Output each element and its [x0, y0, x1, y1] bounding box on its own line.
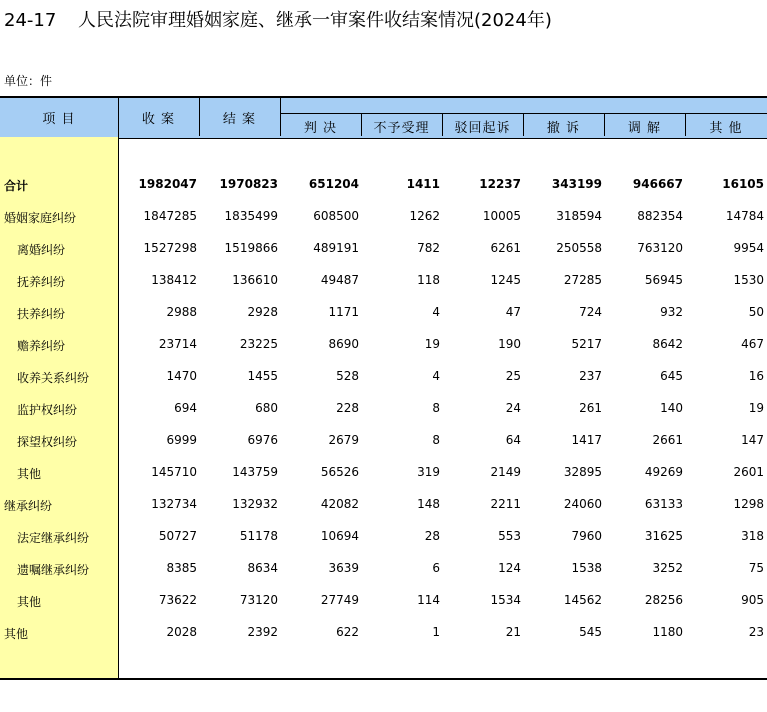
- table-cell: 9954: [733, 241, 764, 255]
- table-cell: 73120: [239, 593, 278, 607]
- table-cell: 24: [505, 401, 521, 415]
- header-closed: 结 案: [222, 112, 257, 127]
- table-cell: 124: [498, 561, 521, 575]
- table-cell: 1411: [406, 177, 440, 191]
- table-cell: 8642: [652, 337, 683, 351]
- header-mediation: 调 解: [627, 121, 662, 136]
- table-cell: 1470: [166, 369, 197, 383]
- row-label: 其他: [17, 595, 42, 609]
- page-title: [4, 6, 552, 32]
- row-label: 婚姻家庭纠纷: [4, 211, 77, 225]
- table-cell: 8385: [166, 561, 197, 575]
- table-cell: 28: [424, 529, 440, 543]
- table-cell: 145710: [151, 465, 197, 479]
- table-cell: 42082: [320, 497, 359, 511]
- header-withdrawn: 撤 诉: [546, 121, 581, 136]
- table-cell: 319: [417, 465, 440, 479]
- table-cell: 1835499: [224, 209, 278, 223]
- table-cell: 8634: [247, 561, 278, 575]
- table-cell: 132932: [232, 497, 278, 511]
- table-cell: 51178: [239, 529, 278, 543]
- header-item: 项 目: [42, 112, 76, 127]
- row-label: 法定继承纠纷: [17, 531, 90, 545]
- table-cell: 1298: [733, 497, 764, 511]
- row-label: 探望权纠纷: [17, 435, 78, 449]
- header-other: 其 他: [709, 121, 743, 136]
- header-not-accepted: 不予受理: [373, 121, 430, 136]
- row-label: 其他: [4, 627, 29, 641]
- table-cell: 8690: [328, 337, 359, 351]
- table-cell: 32895: [563, 465, 602, 479]
- table-row: [0, 273, 767, 293]
- table-cell: 608500: [313, 209, 359, 223]
- table-row: [0, 401, 767, 421]
- table-cell: 932: [660, 305, 683, 319]
- table-cell: 694: [174, 401, 197, 415]
- table-cell: 75: [748, 561, 764, 575]
- table-cell: 489191: [313, 241, 359, 255]
- table-cell: 1982047: [138, 177, 197, 191]
- unit-label: 单位：件: [4, 74, 53, 88]
- table-cell: 228: [336, 401, 359, 415]
- table-cell: 2988: [166, 305, 197, 319]
- table-row: [0, 241, 767, 261]
- table-cell: 6: [432, 561, 440, 575]
- table-row: [0, 209, 767, 229]
- table-row: [0, 369, 767, 389]
- table-cell: 10005: [482, 209, 521, 223]
- table-cell: 1530: [733, 273, 764, 287]
- table-cell: 2211: [490, 497, 521, 511]
- table-title: 人民法院审理婚姻家庭、继承一审案件收结案情况(2024年): [78, 10, 552, 31]
- table-row: [0, 465, 767, 485]
- table-cell: 1262: [409, 209, 440, 223]
- table-cell: 1519866: [224, 241, 278, 255]
- table-row: [0, 529, 767, 549]
- table-cell: 27749: [320, 593, 359, 607]
- table-cell: 23714: [158, 337, 197, 351]
- table-row: [0, 625, 767, 645]
- table-cell: 553: [498, 529, 521, 543]
- table-cell: 7960: [571, 529, 602, 543]
- table-cell: 118: [417, 273, 440, 287]
- table-cell: 63133: [644, 497, 683, 511]
- table-cell: 343199: [551, 177, 602, 191]
- table-cell: 6976: [247, 433, 278, 447]
- table-cell: 50727: [158, 529, 197, 543]
- table-cell: 4: [432, 305, 440, 319]
- table-cell: 782: [417, 241, 440, 255]
- table-number: 24-17: [4, 10, 57, 31]
- table-cell: 1171: [328, 305, 359, 319]
- table-cell: 1970823: [219, 177, 278, 191]
- table-cell: 2661: [652, 433, 683, 447]
- table-cell: 651204: [308, 177, 359, 191]
- row-label: 赡养纠纷: [17, 339, 66, 353]
- row-label: 遗嘱继承纠纷: [17, 563, 90, 577]
- header-dismissed: 驳回起诉: [454, 121, 511, 136]
- table-cell: 467: [741, 337, 764, 351]
- table-row: [0, 337, 767, 357]
- table-cell: 64: [505, 433, 521, 447]
- table-cell: 1455: [247, 369, 278, 383]
- table-cell: 16: [748, 369, 764, 383]
- table-cell: 2392: [247, 625, 278, 639]
- table-cell: 21: [505, 625, 521, 639]
- table-cell: 2928: [247, 305, 278, 319]
- divider: [280, 113, 767, 114]
- table-cell: 1534: [490, 593, 521, 607]
- table-cell: 1538: [571, 561, 602, 575]
- table-cell: 3639: [328, 561, 359, 575]
- table-cell: 73622: [158, 593, 197, 607]
- table-cell: 528: [336, 369, 359, 383]
- row-label: 合计: [4, 179, 29, 193]
- table-cell: 3252: [652, 561, 683, 575]
- table-cell: 1245: [490, 273, 521, 287]
- table-cell: 190: [498, 337, 521, 351]
- table-cell: 31625: [644, 529, 683, 543]
- header-judgment: 判 决: [303, 121, 338, 136]
- table-row: [0, 561, 767, 581]
- table-cell: 318: [741, 529, 764, 543]
- table-cell: 2601: [733, 465, 764, 479]
- table-cell: 147: [741, 433, 764, 447]
- table-cell: 8: [432, 401, 440, 415]
- table-cell: 2679: [328, 433, 359, 447]
- table-cell: 114: [417, 593, 440, 607]
- table-cell: 14562: [563, 593, 602, 607]
- table-row: [0, 593, 767, 613]
- header-received: 收 案: [141, 112, 176, 127]
- table-cell: 882354: [637, 209, 683, 223]
- table-row: [0, 497, 767, 517]
- table-cell: 680: [255, 401, 278, 415]
- table-cell: 56526: [320, 465, 359, 479]
- table-cell: 12237: [479, 177, 521, 191]
- table-cell: 28256: [644, 593, 683, 607]
- table-cell: 10694: [320, 529, 359, 543]
- table-cell: 237: [579, 369, 602, 383]
- table-cell: 27285: [563, 273, 602, 287]
- table-cell: 16105: [722, 177, 764, 191]
- table-cell: 2149: [490, 465, 521, 479]
- row-label: 抚养纠纷: [17, 275, 66, 289]
- table-cell: 622: [336, 625, 359, 639]
- row-label: 离婚纠纷: [17, 243, 66, 257]
- table-cell: 14784: [725, 209, 764, 223]
- table-row: [0, 305, 767, 325]
- table-cell: 645: [660, 369, 683, 383]
- table-cell: 724: [579, 305, 602, 319]
- table-cell: 140: [660, 401, 683, 415]
- row-label: 收养关系纠纷: [17, 371, 90, 385]
- table-cell: 50: [748, 305, 764, 319]
- table-cell: 261: [579, 401, 602, 415]
- table-cell: 2028: [166, 625, 197, 639]
- row-label: 继承纠纷: [4, 499, 53, 513]
- table-cell: 763120: [637, 241, 683, 255]
- table-cell: 47: [505, 305, 521, 319]
- table-cell: 49487: [320, 273, 359, 287]
- table-cell: 49269: [644, 465, 683, 479]
- table-cell: 8: [432, 433, 440, 447]
- table-cell: 148: [417, 497, 440, 511]
- table-cell: 4: [432, 369, 440, 383]
- table-cell: 318594: [556, 209, 602, 223]
- table-cell: 19: [748, 401, 764, 415]
- table-cell: 138412: [151, 273, 197, 287]
- table-cell: 1: [432, 625, 440, 639]
- table-cell: 143759: [232, 465, 278, 479]
- table-cell: 5217: [571, 337, 602, 351]
- table-cell: 132734: [151, 497, 197, 511]
- table-cell: 905: [741, 593, 764, 607]
- table-bottom-rule: [0, 678, 767, 680]
- table-cell: 1847285: [143, 209, 197, 223]
- table-cell: 946667: [632, 177, 683, 191]
- table-cell: 23225: [239, 337, 278, 351]
- row-label: 其他: [17, 467, 42, 481]
- table-cell: 23: [748, 625, 764, 639]
- table-cell: 545: [579, 625, 602, 639]
- table-cell: 24060: [563, 497, 602, 511]
- table-cell: 1180: [652, 625, 683, 639]
- table-cell: 25: [505, 369, 521, 383]
- table-cell: 6261: [490, 241, 521, 255]
- row-label: 扶养纠纷: [17, 307, 66, 321]
- table-cell: 19: [424, 337, 440, 351]
- table-cell: 6999: [166, 433, 197, 447]
- table-cell: 1527298: [143, 241, 197, 255]
- table-cell: 250558: [556, 241, 602, 255]
- row-label: 监护权纠纷: [17, 403, 78, 417]
- table-cell: 56945: [644, 273, 683, 287]
- table-row: [0, 433, 767, 453]
- table-cell: 1417: [571, 433, 602, 447]
- table-row: [0, 177, 767, 197]
- table-cell: 136610: [232, 273, 278, 287]
